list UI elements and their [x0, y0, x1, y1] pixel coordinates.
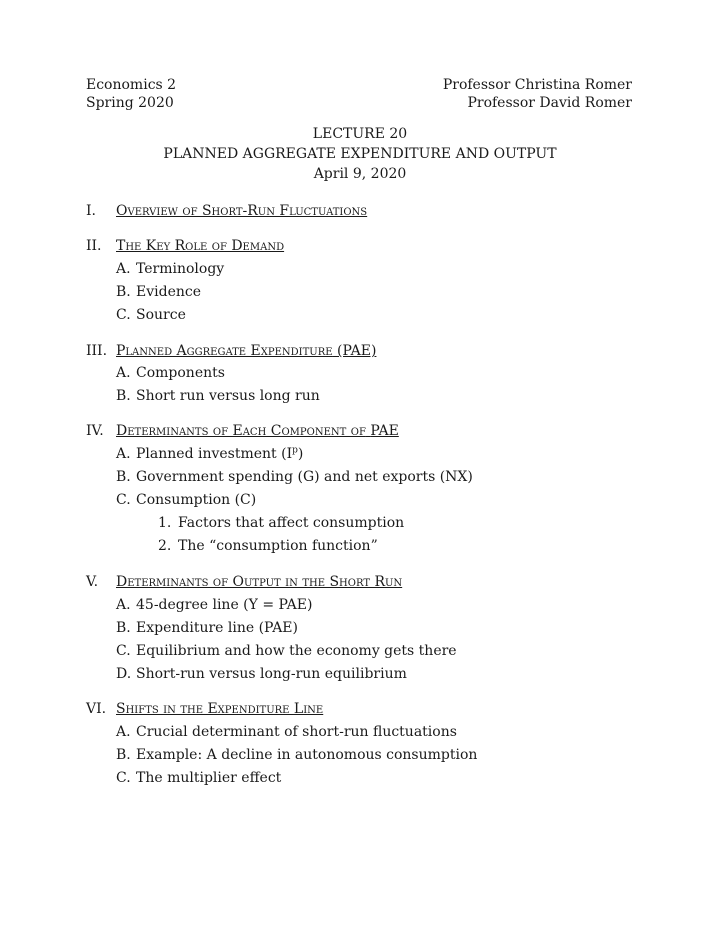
list-item — [116, 596, 312, 614]
item-label: B. — [116, 284, 131, 300]
header-row-2 — [86, 94, 632, 112]
section-numeral: III. — [86, 343, 108, 359]
item-text: Expenditure line (PAE) — [136, 620, 298, 636]
item-label: A. — [116, 261, 131, 277]
section-3 — [86, 342, 376, 360]
subitem-label: 1. — [158, 515, 172, 531]
item-label: D. — [116, 666, 132, 682]
header-row-1 — [86, 76, 632, 94]
section-heading-suffix: PAE — [370, 423, 399, 439]
item-label: A. — [116, 365, 131, 381]
section-numeral: II. — [86, 238, 102, 254]
section-heading: Shifts in the Expenditure Line — [116, 701, 324, 717]
list-item — [116, 746, 477, 764]
item-text: Short-run versus long-run equilibrium — [136, 666, 407, 682]
list-item — [116, 642, 457, 660]
list-item — [116, 723, 457, 741]
item-text-after: ) — [297, 446, 304, 462]
item-label: A. — [116, 446, 131, 462]
item-text: Terminology — [136, 261, 225, 277]
list-item — [116, 260, 224, 278]
list-item — [116, 491, 256, 509]
list-item — [116, 468, 473, 486]
section-6 — [86, 700, 323, 718]
item-text: The multiplier effect — [136, 770, 282, 786]
item-label: A. — [116, 597, 131, 613]
section-numeral: I. — [86, 203, 96, 219]
lecture-number: LECTURE 20 — [312, 126, 408, 142]
section-4 — [86, 422, 399, 440]
lecture-date: April 9, 2020 — [313, 166, 407, 182]
item-superscript: p — [292, 445, 298, 456]
section-1 — [86, 202, 367, 220]
item-label: B. — [116, 469, 131, 485]
subitem-text: The “consumption function” — [178, 538, 378, 554]
item-text: Equilibrium and how the economy gets there — [136, 643, 457, 659]
section-heading: Determinants of Output in the Short Run — [116, 574, 403, 590]
professor-1: Professor Christina Romer — [442, 77, 632, 93]
sub-list-item — [158, 514, 404, 532]
list-item — [116, 665, 407, 683]
section-heading: Overview of Short-Run Fluctuations — [116, 203, 368, 219]
list-item — [116, 769, 281, 787]
section-2 — [86, 237, 284, 255]
item-text: Short run versus long run — [136, 388, 320, 404]
lecture-title: PLANNED AGGREGATE EXPENDITURE AND OUTPUT — [163, 146, 557, 162]
section-heading: Planned Aggregate Expenditure — [116, 343, 333, 359]
item-label: C. — [116, 770, 131, 786]
item-text: 45-degree line (Y = PAE) — [136, 597, 313, 613]
list-item — [116, 619, 298, 637]
item-label: C. — [116, 307, 131, 323]
item-label: C. — [116, 492, 131, 508]
item-text: Example: A decline in autonomous consumption — [136, 747, 478, 763]
subitem-label: 2. — [158, 538, 172, 554]
item-text: Evidence — [136, 284, 201, 300]
item-text: Government spending (G) and net exports (NX) — [136, 469, 473, 485]
term: Spring 2020 — [86, 95, 174, 111]
professor-2: Professor David Romer — [467, 95, 632, 111]
item-label: B. — [116, 388, 131, 404]
course-name: Economics 2 — [86, 77, 177, 93]
list-item — [116, 387, 320, 405]
item-label: B. — [116, 620, 131, 636]
section-numeral: VI. — [86, 701, 107, 717]
section-numeral: V. — [86, 574, 99, 590]
list-item — [116, 445, 303, 463]
sub-list-item — [158, 537, 378, 555]
section-heading: The Key Role of Demand — [116, 238, 285, 254]
subitem-text: Factors that affect consumption — [178, 515, 405, 531]
section-5 — [86, 573, 402, 591]
item-label: A. — [116, 724, 131, 740]
list-item — [116, 364, 225, 382]
item-label: C. — [116, 643, 131, 659]
section-numeral: IV. — [86, 423, 104, 439]
item-label: B. — [116, 747, 131, 763]
item-text: Planned investment (I — [136, 446, 293, 462]
list-item — [116, 306, 186, 324]
item-text: Crucial determinant of short-run fluctuations — [136, 724, 457, 740]
list-item — [116, 283, 201, 301]
item-text: Components — [136, 365, 225, 381]
section-heading: Determinants of Each Component of — [116, 423, 366, 439]
item-text: Source — [136, 307, 186, 323]
item-text: Consumption (C) — [136, 492, 257, 508]
section-heading-suffix: (PAE) — [337, 343, 377, 359]
